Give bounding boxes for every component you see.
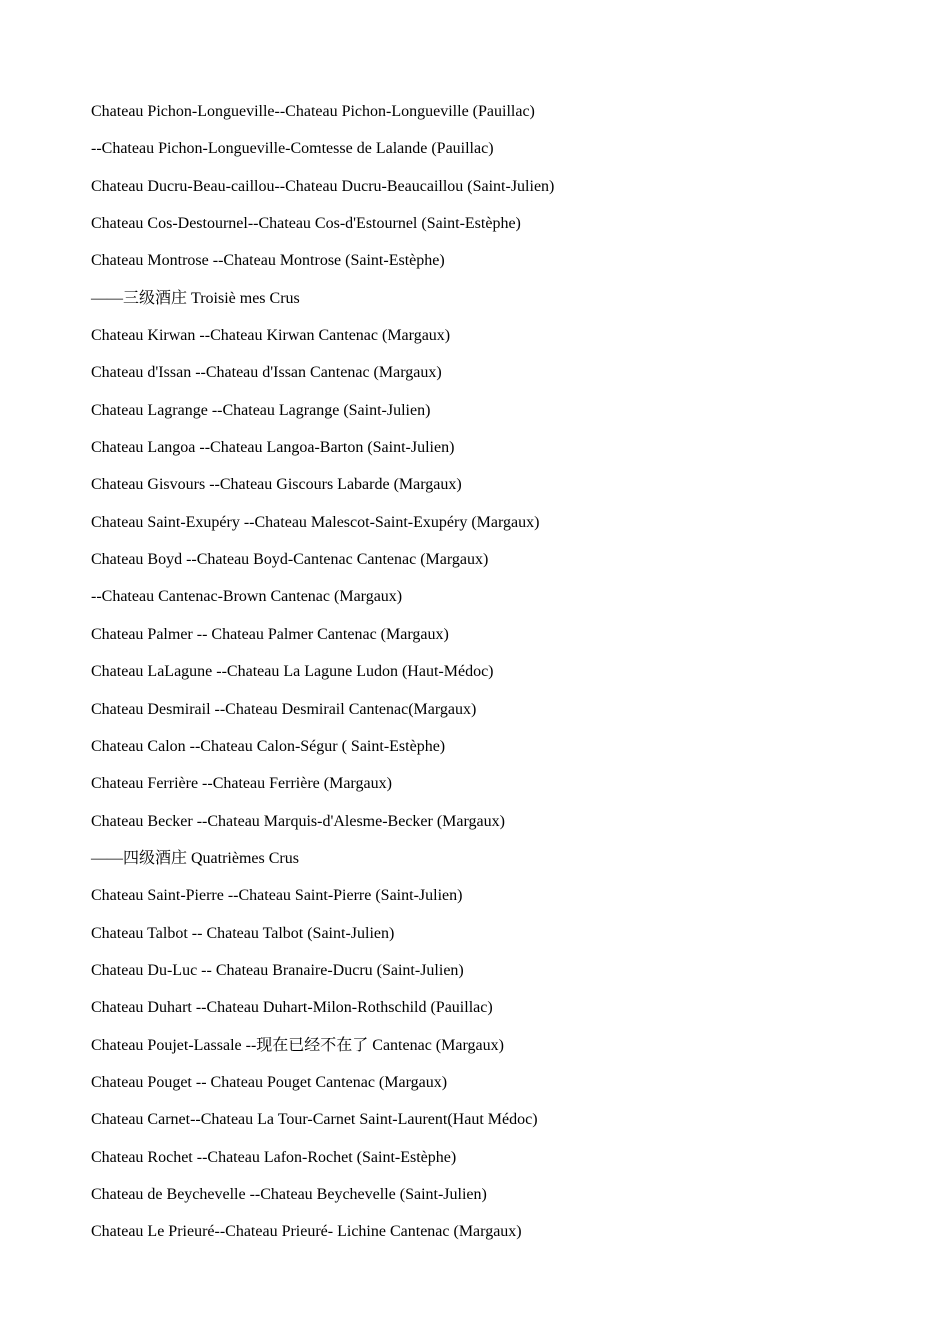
text-line: Chateau Saint-Exupéry --Chateau Malescot-Saint-Exupéry (Margaux)	[91, 513, 540, 531]
text-line: Chateau Cos-Destournel--Chateau Cos-d'Estournel (Saint-Estèphe)	[91, 215, 521, 233]
text-line: --Chateau Cantenac-Brown Cantenac (Margaux)	[91, 588, 403, 606]
text-line: Chateau Ferrière --Chateau Ferrière (Margaux)	[91, 775, 392, 793]
text-line: Chateau Kirwan --Chateau Kirwan Cantenac (Margaux)	[91, 327, 451, 345]
text-line: Chateau Palmer -- Chateau Palmer Cantenac (Margaux)	[91, 625, 449, 643]
text-line: Chateau Calon --Chateau Calon-Ségur ( Saint-Estèphe)	[91, 737, 446, 755]
text-line: Chateau Duhart --Chateau Duhart-Milon-Rothschild (Pauillac)	[91, 999, 493, 1017]
text-line: Chateau Desmirail --Chateau Desmirail Cantenac(Margaux)	[91, 700, 477, 718]
text-line: Chateau d'Issan --Chateau d'Issan Cantenac (Margaux)	[91, 364, 442, 382]
text-line: Chateau Le Prieuré--Chateau Prieuré- Lichine Cantenac (Margaux)	[91, 1223, 522, 1241]
text-line: Chateau Carnet--Chateau La Tour-Carnet Saint-Laurent(Haut Médoc)	[91, 1111, 538, 1129]
text-line: Chateau Boyd --Chateau Boyd-Cantenac Cantenac (Margaux)	[91, 551, 489, 569]
text-line: Chateau de Beychevelle --Chateau Beychevelle (Saint-Julien)	[91, 1185, 487, 1203]
text-line: Chateau Pichon-Longueville--Chateau Pichon-Longueville (Pauillac)	[91, 103, 535, 120]
text-line: Chateau Gisvours --Chateau Giscours Labarde (Margaux)	[91, 476, 462, 494]
text-line: --Chateau Pichon-Longueville-Comtesse de Lalande (Pauillac)	[91, 140, 494, 158]
text-line: Chateau Pouget -- Chateau Pouget Cantenac (Margaux)	[91, 1073, 448, 1091]
wine-estate-list	[91, 101, 911, 1259]
section-heading: ——三级酒庄 Troisiè mes Crus	[91, 289, 300, 307]
text-line: Chateau Du-Luc -- Chateau Branaire-Ducru (Saint-Julien)	[91, 961, 464, 979]
text-line: Chateau Poujet-Lassale --现在已经不在了 Cantenac (Margaux)	[91, 1036, 504, 1054]
section-heading: ——四级酒庄 Quatrièmes Crus	[91, 849, 299, 867]
text-line: Chateau Montrose --Chateau Montrose (Saint-Estèphe)	[91, 252, 445, 270]
text-line: Chateau Lagrange --Chateau Lagrange (Saint-Julien)	[91, 401, 431, 419]
text-line: Chateau Becker --Chateau Marquis-d'Alesme-Becker (Margaux)	[91, 812, 505, 830]
text-line: Chateau Saint-Pierre --Chateau Saint-Pierre (Saint-Julien)	[91, 887, 463, 905]
text-line: Chateau Ducru-Beau-caillou--Chateau Ducru-Beaucaillou (Saint-Julien)	[91, 177, 555, 195]
text-line: Chateau Langoa --Chateau Langoa-Barton (Saint-Julien)	[91, 439, 455, 457]
text-line: Chateau Rochet --Chateau Lafon-Rochet (Saint-Estèphe)	[91, 1148, 457, 1166]
text-line: Chateau LaLagune --Chateau La Lagune Ludon (Haut-Médoc)	[91, 663, 494, 681]
text-line: Chateau Talbot -- Chateau Talbot (Saint-Julien)	[91, 924, 395, 942]
